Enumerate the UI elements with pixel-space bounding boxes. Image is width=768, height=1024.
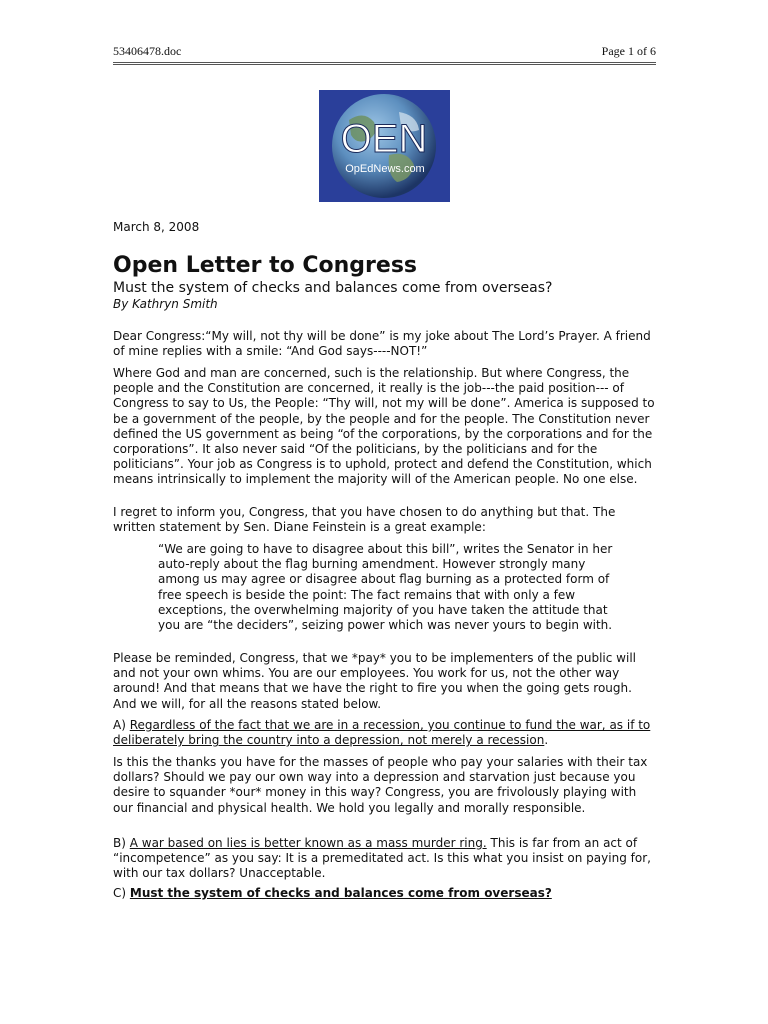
header-filename: 53406478.doc [113,44,182,58]
letter-date: March 8, 2008 [113,220,200,234]
point-a [113,718,656,748]
point-b-label: B) [113,836,130,850]
point-a-label: A) [113,718,130,732]
page-title: Open Letter to Congress [113,253,418,278]
feinstein-quote: “We are going to have to disagree about this bill”, writes the Senator in her auto-reply about the flag burning amendment. However strongly many among us may agree or disagree about flag burning as a protected form of free speech is beside the point: The fact remains that with only a few exceptions, the overwhelming majority of you have taken the attitude that you are “the deciders”, seizing power which was never yours to begin with. [158,542,613,633]
point-a-underlined: Regardless of the fact that we are in a recession, you continue to fund the war, as if to deliberately bring the country into a depression, not merely a recession [113,718,651,748]
logo-site-text: OpEdNews.com [345,163,425,175]
page-header [113,44,656,62]
paragraph-1: Dear Congress:“My will, not thy will be done” is my joke about The Lord’s Prayer. A friend of mine replies with a smile: “And God says----NOT!” [113,329,651,359]
paragraph-3: I regret to inform you, Congress, that you have chosen to do anything but that. The written statement by Sen. Diane Feinstein is a great example: [113,505,616,535]
byline: By Kathryn Smith [113,297,218,311]
point-b-underlined: A war based on lies is better known as a mass murder ring. [129,836,487,850]
paragraph-4: Please be reminded, Congress, that we *pay* you to be implementers of the public will and not your own whims. You are our employees. You work for us, not the other way around! And that means that we have the right to fire you when the going gets rough. And we will, for all the reasons stated below. [113,651,636,711]
point-b [113,836,656,882]
oen-logo [319,90,450,202]
paragraph-5: Is this the thanks you have for the masses of people who pay your salaries with their tax dollars? Should we pay our own way into a depression and starvation just because you desire to squander *our* money in this way? Congress, you are frivolously playing with our financial and physical health. We hold you legally and morally responsible. [113,755,648,815]
point-b-tail: This is far from an act of “incompetence” as you say: It is a premeditated act. Is this what you insist on paying for, with our tax dollars? Unacceptable. [113,836,651,881]
subtitle: Must the system of checks and balances come from overseas? [113,280,553,296]
logo-text: OEN [340,117,428,161]
point-c-underlined: Must the system of checks and balances come from overseas? [129,886,552,900]
paragraph-2: Where God and man are concerned, such is the relationship. But where Congress, the people and the Constitution are concerned, it really is the job---the paid position--- of Congress to say to Us, the People: “Thy will, not my will be done”. America is supposed to be a government of the people, by the people and for the people. The Constitution never defined the US government as being “of the corporations, by the corporations and for the corporations”. It also never said “Of the politicians, by the politicians and for the politicians”. Your job as Congress is to uphold, protect and defend the Constitution, which means intrinsically to implement the majority will of the American people. No one else. [113,366,655,487]
header-page-number: Page 1 of 6 [601,44,656,58]
point-c [113,886,656,901]
point-c-label: C) [113,886,130,900]
point-a-tail: . [544,733,549,748]
header-divider [113,62,656,65]
